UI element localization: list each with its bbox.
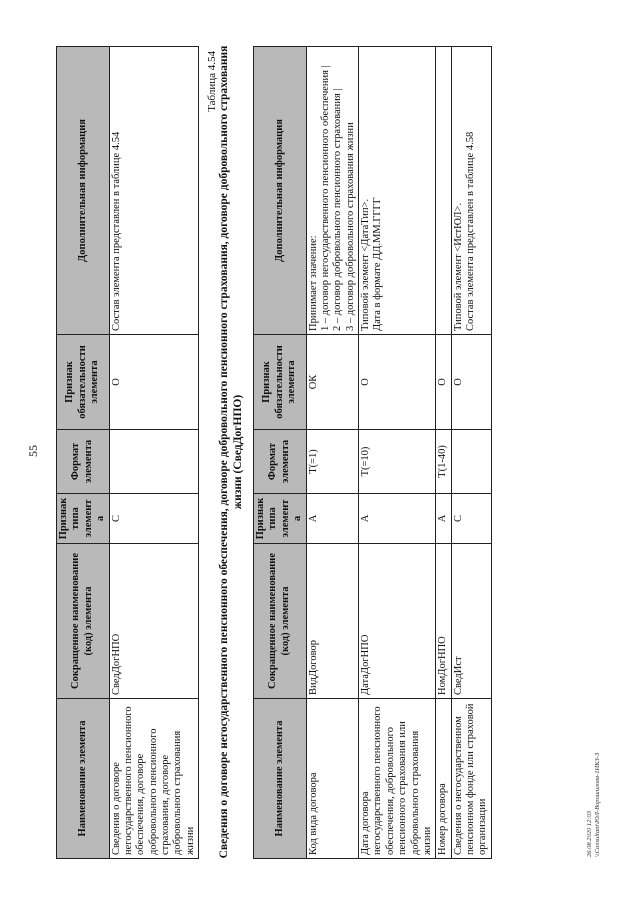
cell-info bbox=[109, 47, 199, 335]
cell-type: С bbox=[451, 494, 491, 544]
cell-format: T(1-40) bbox=[436, 430, 451, 494]
cell-format bbox=[451, 430, 491, 494]
cell-type: А bbox=[306, 494, 359, 544]
info-line: Типовой элемент <ДатаТип>. bbox=[360, 198, 371, 331]
cell-type: А bbox=[436, 494, 451, 544]
stamp-line: 26.08.2020 12:03 bbox=[586, 810, 593, 857]
table1-header-row bbox=[57, 47, 110, 859]
page-number: 55 bbox=[26, 445, 40, 457]
cell-required: О bbox=[359, 335, 436, 430]
table2-header-row bbox=[254, 47, 307, 859]
col-header-type: Признак типа элемента bbox=[254, 494, 307, 544]
cell-name: Код вида договора bbox=[306, 699, 359, 859]
table-row bbox=[436, 47, 451, 859]
col-header-name: Наименование элемента bbox=[254, 699, 307, 859]
info-line: 1 – договор негосударственного пенсионного обеспечения | bbox=[319, 65, 331, 331]
table-row bbox=[359, 47, 436, 859]
col-header-required: Признак обязательности элемента bbox=[57, 335, 110, 430]
cell-required: О bbox=[436, 335, 451, 430]
col-header-format: Формат элемента bbox=[57, 430, 110, 494]
cell-info bbox=[451, 47, 491, 335]
cell-format: T(=10) bbox=[359, 430, 436, 494]
col-header-type: Признак типа элемента bbox=[57, 494, 110, 544]
cell-required: ОК bbox=[306, 335, 359, 430]
cell-code: СведИст bbox=[451, 544, 491, 699]
col-header-info: Дополнительная информация bbox=[254, 47, 307, 335]
stamp-line: \\Consultant\ЮЛ-Ворошилова-1ИКЗ-3 bbox=[594, 752, 602, 857]
info-line: Принимает значение: bbox=[307, 235, 319, 331]
col-header-format: Формат элемента bbox=[254, 430, 307, 494]
table-label: Таблица 4.54 bbox=[206, 51, 218, 112]
col-header-info: Дополнительная информация bbox=[57, 47, 110, 335]
table-row bbox=[306, 47, 359, 859]
cell-code: СведДогНПО bbox=[109, 544, 199, 699]
print-stamp bbox=[586, 753, 603, 857]
cell-name: Сведения о договоре негосударственного пенсионного обеспечения, договоре добровольного пенсионного страхования, договоре добровольного страхования жизни bbox=[109, 699, 199, 859]
cell-info bbox=[359, 47, 436, 335]
info-line: 3 – договор добровольного страхования жизни bbox=[344, 122, 356, 331]
document-page bbox=[20, 37, 620, 867]
cell-info bbox=[306, 47, 359, 335]
cell-required: О bbox=[451, 335, 491, 430]
col-header-required: Признак обязательности элемента bbox=[254, 335, 307, 430]
cell-name: Дата договора негосударственного пенсионного обеспечения, добровольного пенсионного страхования или добровольного страхования жизни bbox=[359, 699, 436, 859]
cell-info bbox=[436, 47, 451, 335]
table-title: Сведения о договоре негосударственного пенсионного обеспечения, договоре добровольного пенсионного страхования, договоре добровольного страхования жизни (СведДогНПО) bbox=[218, 45, 244, 859]
cell-format: T(=1) bbox=[306, 430, 359, 494]
cell-format bbox=[109, 430, 199, 494]
info-line: Состав элемента представлен в таблице 4.54 bbox=[110, 131, 122, 331]
elements-table-4-54 bbox=[253, 46, 492, 859]
cell-name: Сведения о негосударственном пенсионном фонде или страховой организации bbox=[451, 699, 491, 859]
info-line: 2 – договор добровольного пенсионного страхования | bbox=[332, 88, 344, 331]
info-line: Состав элемента представлен в таблице 4.58 bbox=[465, 131, 476, 331]
col-header-code: Сокращенное наименование (код) элемента bbox=[57, 544, 110, 699]
cell-type: А bbox=[359, 494, 436, 544]
cell-code: НомДогНПО bbox=[436, 544, 451, 699]
cell-required: О bbox=[109, 335, 199, 430]
info-line: Типовой элемент <ИстЮЛ>. bbox=[452, 202, 464, 331]
table-row bbox=[109, 47, 199, 859]
col-header-code: Сокращенное наименование (код) элемента bbox=[254, 544, 307, 699]
cell-type: С bbox=[109, 494, 199, 544]
col-header-name: Наименование элемента bbox=[57, 699, 110, 859]
cell-code: ВидДоговор bbox=[306, 544, 359, 699]
cell-name: Номер договора bbox=[436, 699, 451, 859]
info-line: Дата в формате ДД.ММ.ГГГГ bbox=[372, 197, 384, 331]
cell-code: ДатаДогНПО bbox=[359, 544, 436, 699]
elements-table-continued bbox=[56, 46, 199, 859]
table-row bbox=[451, 47, 491, 859]
